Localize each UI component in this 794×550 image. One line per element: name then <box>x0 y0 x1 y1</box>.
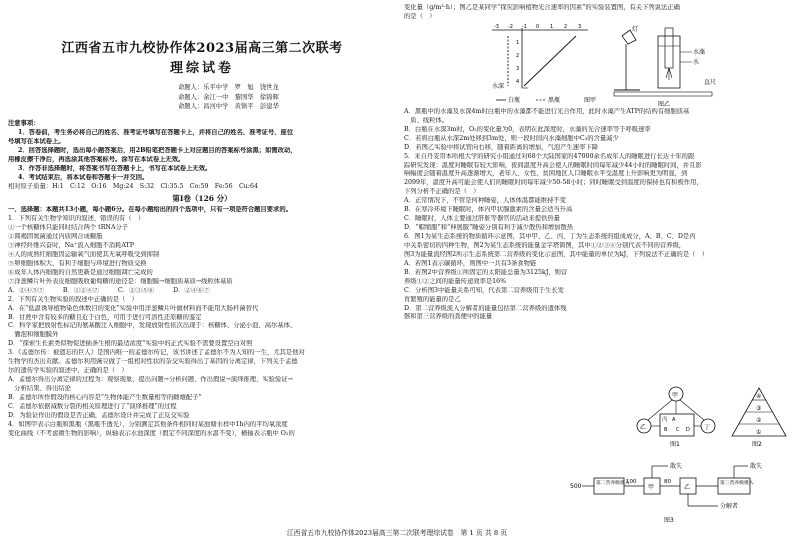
question-line: 响幅度会随着温度升高逐渐增大，老年人、女性、贫困地区人口睡眠水平受温度上升影响更为明显，到 <box>404 170 688 178</box>
svg-text:分解者: 分解者 <box>720 503 739 510</box>
ruler-label: 直尺 <box>704 78 717 86</box>
lamp-label: 灯 <box>632 25 639 33</box>
question-line: 质、线粒体。 <box>404 116 449 124</box>
figure-3 <box>568 460 778 526</box>
ruler-icon <box>614 92 712 96</box>
question-line: C．科学家把放射性标记的氨基酸注入细胞中，发现放射性依次出现于：核糖体、分泌小泡、高尔基体、 <box>8 322 297 330</box>
svg-text:散失: 散失 <box>750 463 763 470</box>
page-footer: 江西省五市九校协作体2023届高三第二次联考理综试卷 第 1 页 共 8 页 <box>286 529 508 537</box>
x-tick-label: 2 <box>564 23 568 30</box>
svg-text:C: C <box>676 427 680 433</box>
part-heading: 第Ⅰ卷（126 分） <box>172 193 232 203</box>
x-tick-label: -2 <box>508 23 513 30</box>
test-tube-icon <box>665 28 673 68</box>
fig-yi-label: 图乙 <box>658 100 671 108</box>
question-line: ③神经纤维兴奋时，Na⁺流入细胞不消耗ATP <box>8 242 134 250</box>
svg-text:④: ④ <box>756 393 762 400</box>
svg-text:D: D <box>686 427 690 433</box>
svg-text:100: 100 <box>626 479 637 485</box>
question-line: 养级①②之间的能量传递效率是16% <box>404 277 507 285</box>
question-line: 生物学的杰出贡献。孟德尔利用豌豆做了一组相对性状的杂交实验得出了基因的分离定律，下列关于孟德 <box>8 358 298 366</box>
question-line: D．第二营养级流入分解者的能量包括第二营养级的遗体残 <box>404 304 567 312</box>
question-line: 尔的遗传学实验的叙述中，正确的是（ ） <box>8 367 128 375</box>
question-line: C．若将白瓶从水深2m处移到3m处，则一段时间内水藻细胞中C₃的含量减少 <box>404 134 619 142</box>
question-line: 囊泡和细胞膜外 <box>8 331 59 339</box>
figure-jia <box>488 22 608 108</box>
black-bottle-legend: 黑瓶 <box>548 96 561 104</box>
svg-text:甲: 甲 <box>648 484 655 491</box>
question-line: D．为验证作出的假设是否正确，孟德尔设计并完成了正反交实验 <box>8 411 190 419</box>
x-tick-label: 1 <box>550 23 554 30</box>
svg-text:第三营养级摄入: 第三营养级摄入 <box>720 481 754 486</box>
question-line: 分析结果、得出结论 <box>8 385 71 393</box>
question-line: ①一个核糖体只能同时结合两个 tRNA分子 <box>8 224 129 232</box>
water-label: 水 <box>693 58 700 66</box>
question-line: ⑥成年人体内细胞的自然更新是通过细胞凋亡完成的 <box>8 268 153 276</box>
svg-text:乙: 乙 <box>684 484 691 491</box>
atomic-masses: 相对原子质量：H:1 C:12 O:16 Mg:24 S:32 Cl:35.5 Co:59 Fe:56 Cu:64 <box>8 182 258 190</box>
x-tick-label: 0 <box>536 23 540 30</box>
question-line: A．②④⑤⑦ B．①②④⑦ C．②③⑤⑥ D．②④⑥⑦ <box>8 286 210 294</box>
white-bottle-line <box>524 36 576 86</box>
svg-text:B: B <box>664 427 668 433</box>
x-tick-label: 3 <box>578 23 582 30</box>
question-line: B．甘蔗中含有较多的糖且近于白色，可用于进行可溶性还原糖的鉴定 <box>8 313 202 321</box>
y-tick-label: 3 <box>516 65 520 72</box>
right-column <box>404 0 788 524</box>
svg-text:散失: 散失 <box>670 463 683 470</box>
question-line: ⑤卵细胞体积大，有利于细胞与环境进行物质交换 <box>8 259 147 267</box>
question-line: A．在“低温诱导植物染色体数目的变化”实验中用洋葱鳞片叶做材料而不能用大肠杆菌替代 <box>8 304 259 312</box>
question-block-left <box>8 215 396 438</box>
svg-text:①: ① <box>756 429 762 436</box>
exam-subtitle: 理综试卷 <box>169 61 234 77</box>
notes-list <box>8 129 396 183</box>
question-line: 6．图1为某生态系统的物质循环示意图，其中甲、乙、丙、丁为生态系统的组成成分，A、B、C、D是丙 <box>404 233 696 240</box>
fig3-label: 图3 <box>664 517 674 524</box>
question-line: 1．下列有关生物学知识的叙述，错误的有（ ） <box>8 215 145 223</box>
question-line: 4．如图甲表示白瓶和黑瓶（黑瓶不透光），分别测定其他条件相同时某池塘水样中1h内的平均氧浓度 <box>8 420 288 428</box>
left-column <box>8 0 396 439</box>
question-line: 踪研究发现：温度对睡眠有较大影响，夜间温度升高会使人的睡眠时间每年减少44小时的睡眠时间，并且影 <box>404 161 702 169</box>
question-line: 变化曲线（不考虑微生物的影响），纵轴表示水池深度（假定不同深度的水温不变），横轴表示瓶中 O₂的 <box>8 429 295 437</box>
svg-text:80: 80 <box>664 479 671 485</box>
question-line: 育繁殖的能量的是乙 <box>404 295 461 303</box>
svg-text:第二营养级摄入: 第二营养级摄入 <box>596 481 630 486</box>
question-line: 图3为能量流经图2所示生态系统第二营养级的变化示意图，其中能量的单位为kJ，下列说法不正确的是（ ） <box>404 250 709 258</box>
figure-yi <box>600 22 730 108</box>
svg-text:丁: 丁 <box>704 424 711 431</box>
question-line: A．正常情况下，不管是何种睡姿，人体体温都能维持不变 <box>404 197 566 205</box>
note-line: 2．回答选择题时，选出每小题答案后，用2B铅笔把答题卡上对应题目的答案标号涂黑；如需改动， <box>18 146 297 154</box>
question-line: D．“帽缩服”和“伸展服”睡姿分别有利于减少散热和增加散热 <box>404 224 574 232</box>
question-line: B．在寒冷环境下睡眠时，体内甲状腺激素的含量会适当升高 <box>404 206 573 214</box>
figure-row-top <box>404 22 788 108</box>
question-line: 2099年，温度升高可能会使人们的睡眠时间每年减少50-58小时；同时睡眠受到温度的保持也有积极作用， <box>404 179 703 187</box>
fig-jia-ylabel: 水深 <box>492 82 505 90</box>
svg-text:A: A <box>672 417 676 423</box>
question-line: D．若图乙实验中将试管向右移，随着距离的增加，气泡产生速率下降 <box>404 143 598 151</box>
svg-text:500: 500 <box>570 483 582 490</box>
note-line: 3．作答非选择题时，将答案书写在答题卡上，书写在本试卷上无效。 <box>18 164 212 172</box>
y-tick-label: 2 <box>516 52 520 59</box>
question-line: A．若图1表示碳循环，则图中一共有3条食物链 <box>404 259 537 267</box>
svg-text:②: ② <box>756 417 762 424</box>
figure-2 <box>724 384 794 448</box>
question-line: 2．下列有关生物实验的叙述中正确的是（ ） <box>8 295 138 303</box>
question-line: D．“探索生长素类似物促进插条生根的最适浓度”实验中的正式实验不需要设置空白对照 <box>8 340 253 348</box>
fig1-label: 图1 <box>670 441 680 448</box>
question-line: ②圆褐固氮菌通过内质网合成糖脂 <box>8 233 103 241</box>
question-line: 5．来自丹麦哥本哈根大学的研究小组通过对68个大陆国家的47000余名成年人的睡眠进行长达十年的跟 <box>404 152 695 160</box>
fig2-label: 图2 <box>752 441 762 448</box>
y-tick-label: 1 <box>516 39 520 46</box>
question-line: ④人的成熟红细胞因运输氧气而使其无氧呼吸受到抑制 <box>8 250 160 258</box>
svg-text:丙: 丙 <box>662 417 668 423</box>
y-tick-label: 4 <box>516 78 520 85</box>
question-line: 3．《孟德尔传：被遗忘的巨人》是国内唯一的孟德尔传记，该书讲述了孟德尔不为人知的一生，尤其是他对 <box>8 349 305 357</box>
question-line: C．睡眠时，人体主要通过肝脏等器官的活动来提供热量 <box>404 215 560 223</box>
author-line: 命题人：乐平中学 罗 旭 饶世龙 <box>178 83 279 91</box>
question-line: 的是（ ） <box>404 12 436 20</box>
question-line: 中关系密切的四种生物，图2为某生态系统的能量金字塔简图，其中①②③④分别代表不同的营养级， <box>404 241 686 249</box>
x-tick-label: -3 <box>494 23 499 30</box>
question-block-right-top <box>404 4 788 22</box>
question-line: B．若图2中营养级①所固定的太阳能总量为3125kJ，则营 <box>404 268 568 276</box>
note-line: 号填写在本试卷上。 <box>8 138 65 146</box>
plant-label: 水藻 <box>693 48 706 56</box>
question-line: C．孟德尔依据减数分裂的相关原理进行了“演绎推理”的过程 <box>8 402 177 410</box>
white-bottle-legend: 白瓶 <box>508 96 521 104</box>
question-line: A．黑瓶中的水藻及水深4m时白瓶中的水藻都不能进行光合作用，此时水藻产生ATP的结构有细胞质基 <box>404 107 690 115</box>
question-line: C．分析图3中能量关系可知，代表第二营养级用于生长发 <box>404 286 564 294</box>
question-line: ⑦洋葱鳞片叶外表皮细胞吸收葡萄糖的途径是：细胞膜→细胞质基质→线粒体基质 <box>8 277 233 285</box>
beaker-icon <box>658 36 680 88</box>
author-line: 命题人：余江一中 黎国华 徐锦辉 <box>178 93 279 101</box>
note-line: 1．答卷前，考生务必将自己的姓名、准考证号填写在答题卡上，并将自己的姓名、准考证号、座位 <box>18 129 294 137</box>
figure-1 <box>632 384 722 448</box>
question-block-right <box>404 108 788 323</box>
section-heading: 一、选择题：本题共13小题，每小题6分。在每小题给出的四个选项中，只有一项是符合题目要求的。 <box>8 206 292 214</box>
author-list <box>178 83 396 112</box>
question-line: 变化量（g/m³·h）；图乙是某同学“探究影响植物光合速率的因素”的实验装置图，有关下列说法正确 <box>404 4 680 11</box>
note-line: 4．考试结束后，将本试卷和答题卡一并交回。 <box>18 173 149 181</box>
question-line: 下列分析不正确的是（ ） <box>404 188 480 196</box>
question-line: B．孟德尔所作假设的核心内容是“生物体能产生数量相等的雌雄配子” <box>8 393 202 401</box>
svg-text:乙: 乙 <box>640 424 647 431</box>
exam-title: 江西省五市九校协作体2023届高三第二次联考 <box>61 41 343 56</box>
svg-text:③: ③ <box>756 405 762 412</box>
author-line: 命题人：昌河中学 黄镇平 彭建华 <box>178 103 279 111</box>
svg-text:甲: 甲 <box>672 392 679 399</box>
note-line: 用橡皮擦干净后，再选涂其他答案标号。涂写在本试卷上无效。 <box>8 155 185 163</box>
notes-heading: 注意事项： <box>8 120 40 128</box>
question-line: 骸和第三营养级的粪便中的能量 <box>404 313 493 321</box>
question-line: B．白瓶在水深3m时，O₂的变化量为0，表明在此深度时，水藻的光合速率等于呼吸速率 <box>404 125 651 133</box>
x-tick-label: -1 <box>522 23 527 30</box>
fig-jia-label: 图甲 <box>584 96 597 104</box>
question-line: A．孟德尔得出分离定律的过程为：观察现象、提出问题→分析问题、作出假说→演绎推理、实验验证→ <box>8 376 293 384</box>
